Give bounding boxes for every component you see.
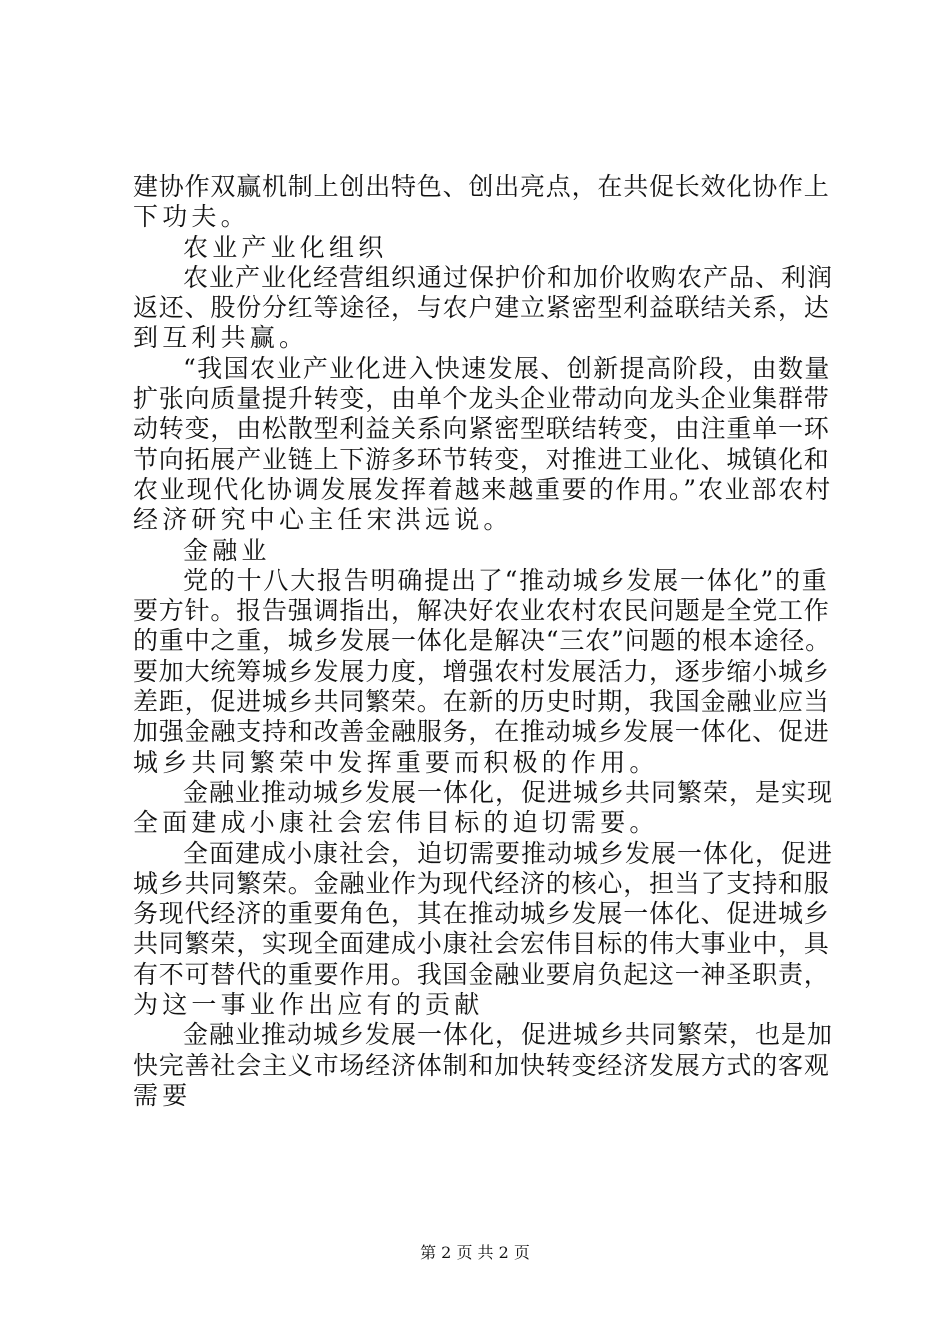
text-line: 金融业推动城乡发展一体化，促进城乡共同繁荣，是实现 [183,777,834,807]
section-heading: 农业产业化组织 [183,232,388,262]
text-line: 全面建成小康社会宏伟目标的迫切需要。 [133,808,659,838]
text-line: 城乡共同繁荣中发挥重要而积极的作用。 [133,747,659,777]
text-line: 差距，促进城乡共同繁荣。在新的历史时期，我国金融业应当 [133,687,830,717]
text-line: 城乡共同繁荣。金融业作为现代经济的核心，担当了支持和服 [133,868,830,898]
text-line: “我国农业产业化进入快速发展、创新提高阶段，由数量 [183,353,831,383]
text-line: 农业现代化协调发展发挥着越来越重要的作用。”农业部农村 [133,474,832,504]
document-body [133,172,833,1111]
text-line: 到互利共赢。 [133,323,309,353]
text-line: 金融业推动城乡发展一体化，促进城乡共同繁荣，也是加 [183,1020,834,1050]
text-line: 务现代经济的重要角色，其在推动城乡发展一体化、促进城乡 [133,899,830,929]
text-line: 共同繁荣，实现全面建成小康社会宏伟目标的伟大事业中，具 [133,929,830,959]
text-line: 建协作双赢机制上创出特色、创出亮点，在共促长效化协作上 [133,172,830,201]
text-line: 扩张向质量提升转变，由单个龙头企业带动向龙头企业集群带 [133,384,830,414]
page-footer: 第 2 页 共 2 页 [420,1243,530,1262]
text-line: 要加大统筹城乡发展力度，增强农村发展活力，逐步缩小城乡 [133,656,830,686]
text-line: 全面建成小康社会，迫切需要推动城乡发展一体化，促进 [183,838,834,868]
text-line: 需要 [133,1080,192,1110]
text-line: 农业产业化经营组织通过保护价和加价收购农产品、利润 [183,262,834,292]
text-line: 返还、股份分红等途径，与农户建立紧密型利益联结关系，达 [133,293,830,323]
text-line: 下功夫。 [133,202,250,232]
text-line: 有不可替代的重要作用。我国金融业要肩负起这一神圣职责， [133,959,830,989]
text-line: 为这一事业作出应有的贡献 [133,990,484,1020]
text-line: 的重中之重，城乡发展一体化是解决“三农”问题的根本途径。 [133,626,831,656]
text-line: 快完善社会主义市场经济体制和加快转变经济发展方式的客观 [133,1050,830,1080]
section-heading: 金融业 [183,535,271,565]
text-line: 动转变，由松散型利益关系向紧密型联结转变，由注重单一环 [133,414,830,444]
text-line: 要方针。报告强调指出，解决好农业农村农民问题是全党工作 [133,596,830,626]
text-line: 经济研究中心主任宋洪远说。 [133,505,513,535]
text-line: 党的十八大报告明确提出了“推动城乡发展一体化”的重 [183,565,829,595]
text-line: 加强金融支持和改善金融服务，在推动城乡发展一体化、促进 [133,717,830,747]
text-line: 节向拓展产业链上下游多环节转变，对推进工业化、城镇化和 [133,444,830,474]
